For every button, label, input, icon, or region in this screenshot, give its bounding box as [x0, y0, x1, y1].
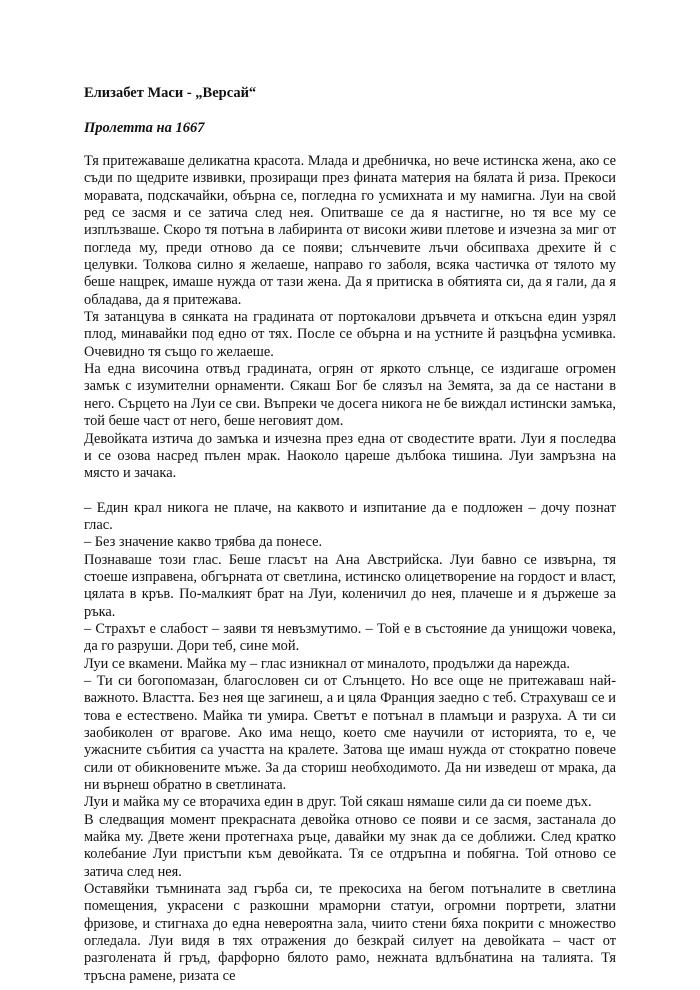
dialogue-line: – Без значение какво трябва да понесе.	[84, 534, 323, 551]
document-body	[84, 153, 616, 985]
paragraph: В следващия момент прекрасната девойка отново се появи и се засмя, застанала до майка му. Двете жени протегнаха ръце, давайки му знак да се доближи. След кратко колебание Луи пристъпи към девойката. Тя се отдръпна и побягна. Той отново се затича след нея.	[84, 811, 616, 880]
paragraph: Оставяйки тъмнината зад гърба си, те прекосиха на бегом потъналите в светлина помещения, украсени с разкошни мраморни статуи, огромни портрети, златни фризове, и стигнаха до една невероятна зала, чиито стени бяха покрити с множество огледала. Луи видя в тях отражения до безкрай силует на девойката – част от разголената й гръд, фарфорно бялото рамо, нежната вдлъбнатина на талията. Тя тръсна рамене, ризата се	[84, 881, 616, 984]
paragraph: Луи и майка му се вторачиха един в друг. Той сякаш нямаше сили да си поеме дъх.	[84, 794, 592, 811]
paragraph: На една височина отвъд градината, огрян от яркото слънце, се издигаше огромен замък с изумителни орнаменти. Сякаш Бог бе слязъл на Земята, за да се настани в него. Сърцето на Луи се сви. Въпреки че досега никога не бе виждал истински замъка, той беше част от него, беше неговият дом.	[84, 361, 616, 430]
document-title: Елизабет Маси - „Версай“	[84, 85, 257, 101]
paragraph: Луи се вкамени. Майка му – глас изникнал от миналото, продължи да нарежда.	[84, 655, 571, 672]
dialogue-line: – Страхът е слабост – заяви тя невъзмутимо. – Той е в състояние да унищожи човека, да го разруши. Дори теб, сине мой.	[84, 620, 616, 655]
dialogue-line: – Ти си богопомазан, благословен си от Слънцето. Но все още не притежаваш най-важното. Властта. Без нея ще загинеш, а и цяла Франция заедно с теб. Страхуваш се и това е естествено. Майка ти умира. Светът е потънал в пламъци и разруха. А ти си заобиколен от врагове. Ако има нещо, което сме научили от историята, то е, че ужасните събития са участта на кралете. Затова ще имаш нужда от стократно повече сили от обикновените мъже. За да сториш необходимото. Да ни изведеш от мрака, да ни върнеш обратно в светлината.	[84, 672, 616, 794]
dialogue-line: – Един крал никога не плаче, на каквото и изпитание да е подложен – дочу познат глас.	[84, 499, 616, 533]
document-subtitle: Пролетта на 1667	[84, 120, 205, 136]
paragraph: Девойката изтича до замъка и изчезна през една от сводестите врати. Луи я последва и се озова насред пълен мрак. Наоколо цареше дълбока тишина. Луи замръзна на място и зачака.	[84, 430, 616, 482]
paragraph: Познаваше този глас. Беше гласът на Ана Австрийска. Луи бавно се извърна, тя стоеше изправена, обгърната от светлина, истинско олицетворение на гордост и власт, цялата в кръв. По-малкият брат на Луи, коленичил до нея, плачеше и я държеше за ръка.	[84, 551, 616, 620]
paragraph: Тя притежаваше деликатна красота. Млада и дребничка, но вече истинска жена, ако се съди по щедрите извивки, прозиращи през фината материя на бялата й риза. Прекоси моравата, подскачайки, обърна се, погледна го усмихната и му намигна. Луи на свой ред се засмя и се затича след нея. Опитваше се да я настигне, но тя все му се изплъзваше. Скоро тя потъна в лабиринта от високи живи плетове и изчезна за миг от погледа му, преди отново да се появи; слънчевите лъчи обсипваха дрехите й с целувки. Толкова силно я желаеше, направо го заболя, всяка частичка от тялото му беше нащрек, имаше нужда от тази жена. Да я притиска в обятията си, да я гали, да я обладава, да я притежава.	[84, 153, 616, 308]
paragraph: Тя затанцува в сянката на градината от портокалови дръвчета и откъсна един узрял плод, минавайки под едно от тях. После се обърна и на устните й разцъфна усмивка. Очевидно тя също го желаеше.	[84, 309, 616, 360]
